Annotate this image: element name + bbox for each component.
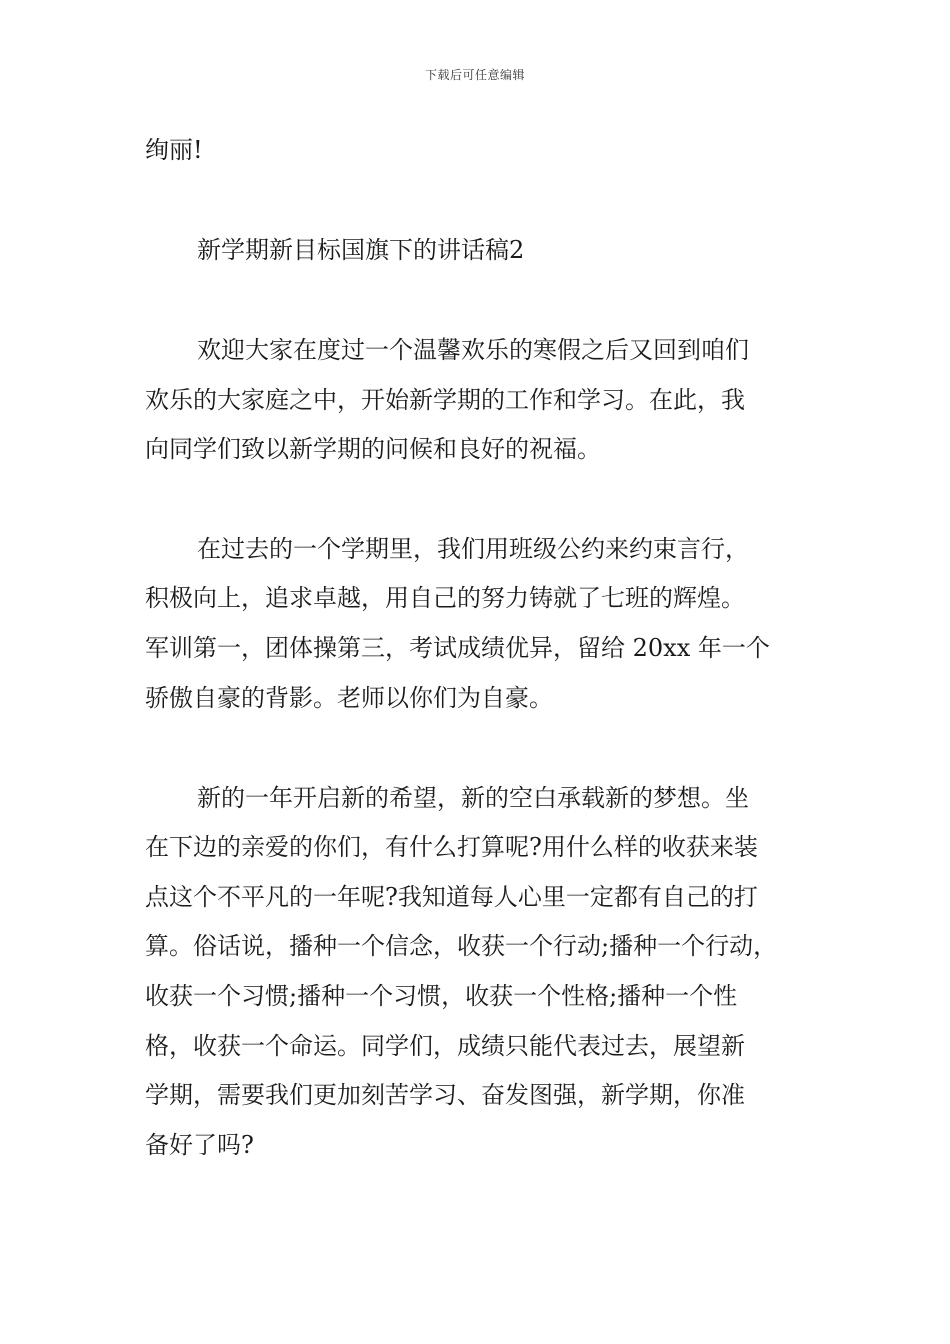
paragraph-line: 军训第一，团体操第三，考试成绩优异，留给 20xx 年一个 [145, 634, 770, 662]
paragraph-line: 收获一个习惯;播种一个习惯，收获一个性格;播种一个性 [145, 982, 738, 1010]
paragraph-line: 算。俗话说，播种一个信念，收获一个行动;播种一个行动， [145, 932, 778, 960]
paragraph-line: 学期，需要我们更加刻苦学习、奋发图强，新学期，你准 [145, 1081, 745, 1109]
paragraph-line: 欢迎大家在度过一个温馨欢乐的寒假之后又回到咱们 [197, 336, 749, 364]
paragraph-line: 在下边的亲爱的你们，有什么打算呢?用什么样的收获来装 [145, 833, 758, 861]
paragraph-line: 在过去的一个学期里，我们用班级公约来约束言行， [197, 535, 749, 563]
page-header-note: 下载后可任意编辑 [424, 68, 525, 82]
paragraph-line: 欢乐的大家庭之中，开始新学期的工作和学习。在此，我 [145, 386, 745, 414]
paragraph-line: 积极向上，追求卓越，用自己的努力铸就了七班的辉煌。 [145, 584, 745, 612]
paragraph-line: 格，收获一个命运。同学们，成绩只能代表过去，展望新 [145, 1032, 745, 1060]
paragraph-line: 向同学们致以新学期的问候和良好的祝福。 [145, 435, 601, 463]
section-title: 新学期新目标国旗下的讲话稿2 [197, 236, 525, 264]
paragraph-line: 备好了吗? [145, 1131, 254, 1159]
paragraph-line: 点这个不平凡的一年呢?我知道每人心里一定都有自己的打 [145, 883, 758, 911]
paragraph-line: 新的一年开启新的希望，新的空白承载新的梦想。坐 [197, 784, 749, 812]
paragraph-line: 骄傲自豪的背影。老师以你们为自豪。 [145, 684, 553, 712]
carryover-text: 绚丽! [145, 136, 203, 164]
